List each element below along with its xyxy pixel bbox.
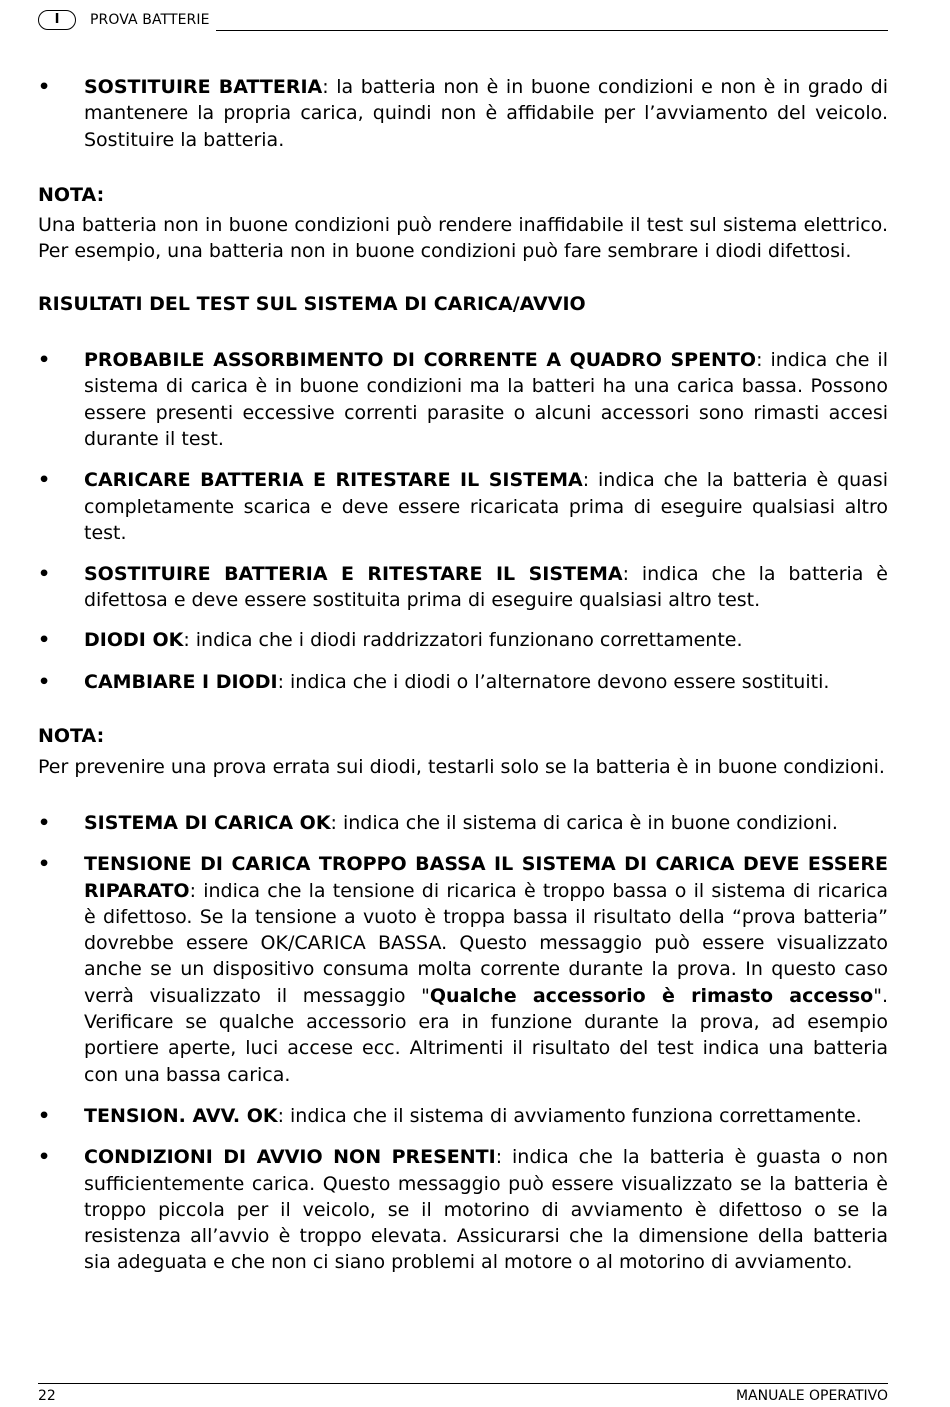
bullet-icon: • bbox=[38, 349, 51, 372]
bullet-icon: • bbox=[38, 811, 51, 834]
bullet-probabile-assorbimento bbox=[38, 347, 888, 452]
nota-text: Per prevenire una prova errata sui diodi, testarli solo se la batteria è in buone condizioni. bbox=[38, 755, 885, 778]
bullet-icon: • bbox=[38, 628, 51, 651]
bullet-tension-avv-ok bbox=[38, 1103, 888, 1129]
bullet-icon: • bbox=[38, 1104, 51, 1127]
language-badge: I bbox=[38, 10, 76, 30]
bullet-text: : indica che la batteria è quasi completamente scarica e deve essere ricaricata prima di eseguire qualsiasi altro test. bbox=[84, 469, 888, 544]
bullet-text: : indica che la batteria è guasta o non sufficientemente carica. Questo messaggio può essere visualizzato se la batteria è troppo piccola per il veicolo, se il motorino di avviamento è difettoso o se la resistenza all’avvio è troppo elevata. Assicurarsi che la dimensione della batteria sia adeguata e che non ci siano problemi al motore o al motorino di avviamento. bbox=[84, 1146, 888, 1274]
bullet-sostituire-ritestare bbox=[38, 561, 888, 614]
bullet-term: TENSIONE DI CARICA TROPPO BASSA IL SISTEMA DI CARICA DEVE ESSERE RIPARATO bbox=[84, 853, 888, 902]
bullet-icon: • bbox=[38, 76, 51, 98]
bullet-term: PROBABILE ASSORBIMENTO DI CORRENTE A QUADRO SPENTO bbox=[84, 349, 757, 372]
page-number: 22 bbox=[38, 1388, 56, 1404]
bullet-sistema-carica-ok bbox=[38, 810, 888, 836]
footer-rule bbox=[38, 1383, 888, 1384]
bullet-text: : indica che il sistema di carica è in buone condizioni. bbox=[330, 811, 838, 834]
bullet-diodi-ok bbox=[38, 627, 888, 653]
bullet-term: DIODI OK bbox=[84, 628, 184, 651]
bullet-term: CAMBIARE I DIODI bbox=[84, 671, 278, 694]
bullet-text: : indica che i diodi raddrizzatori funzionano correttamente. bbox=[183, 628, 743, 651]
footer-manual-title: MANUALE OPERATIVO bbox=[735, 1388, 888, 1404]
header-title: PROVA BATTERIE bbox=[90, 12, 210, 28]
bullet-caricare-batteria bbox=[38, 467, 888, 546]
bullet-icon: • bbox=[38, 563, 51, 586]
bullet-term: TENSION. AVV. OK bbox=[84, 1104, 278, 1127]
nota-label: NOTA: bbox=[38, 183, 105, 206]
section-heading: RISULTATI DEL TEST SUL SISTEMA DI CARICA/AVVIO bbox=[38, 292, 586, 315]
bullet-text: : indica che la batteria è difettosa e deve essere sostituita prima di eseguire qualsiasi altro test. bbox=[84, 563, 888, 612]
bullet-term: SOSTITUIRE BATTERIA E RITESTARE IL SISTEMA bbox=[84, 563, 623, 586]
header-rule bbox=[216, 30, 888, 31]
bullet-icon: • bbox=[38, 853, 51, 876]
bullet-term: SOSTITUIRE BATTERIA bbox=[84, 76, 323, 98]
bullet-cambiare-diodi bbox=[38, 669, 888, 695]
bullet-message: Qualche accessorio è rimasto accesso bbox=[429, 984, 874, 1007]
bullet-term: CONDIZIONI DI AVVIO NON PRESENTI bbox=[84, 1146, 496, 1169]
bullet-text: : indica che i diodi o l’alternatore devono essere sostituiti. bbox=[277, 671, 830, 694]
bullet-icon: • bbox=[38, 671, 51, 694]
bullet-text: ". Verificare se qualche accessorio era in funzione durante la prova, ad esempio portiere aperte, luci accese ecc. Altrimenti il risultato del test indica una batteria con una bassa carica. bbox=[84, 984, 888, 1086]
page-header bbox=[38, 8, 888, 34]
bullet-tensione-bassa bbox=[38, 851, 888, 1088]
bullet-icon: • bbox=[38, 469, 51, 492]
nota-label: NOTA: bbox=[38, 725, 105, 748]
bullet-text: : la batteria non è in buone condizioni e non è in grado di mantenere la propria carica, quindi non è affidabile per l’avviamento del veicolo. Sostituire la batteria. bbox=[84, 76, 888, 151]
bullet-text: : indica che la tensione di ricarica è troppo bassa o il sistema di ricarica è difettoso. Se la tensione a vuoto è troppa bassa il risultato della “prova batteria” dovrebbe essere OK/CARICA BASSA. Questo messaggio può essere visualizzato anche se un dispositivo consuma molta corrente durante la prova. In questo caso verrà visualizzato il messaggio " bbox=[84, 879, 888, 1007]
bullet-term: SISTEMA DI CARICA OK bbox=[84, 811, 331, 834]
nota-text: Una batteria non in buone condizioni può rendere inaffidabile il test sul sistema elettrico. Per esempio, una batteria non in buone condizioni può fare sembrare i diodi difettosi. bbox=[38, 214, 888, 263]
page-content bbox=[38, 74, 888, 1276]
bullet-sostituire-batteria bbox=[38, 74, 888, 153]
bullet-condizioni-avvio bbox=[38, 1144, 888, 1275]
bullet-text: : indica che il sistema di carica è in buone condizioni ma la batteri ha una carica bassa. Possono essere presenti eccessive correnti parasite o alcuni accessori sono rimasti accesi durante il test. bbox=[84, 349, 888, 450]
bullet-text: : indica che il sistema di avviamento funziona correttamente. bbox=[277, 1104, 862, 1127]
bullet-term: CARICARE BATTERIA E RITESTARE IL SISTEMA bbox=[84, 469, 583, 492]
bullet-icon: • bbox=[38, 1146, 51, 1169]
